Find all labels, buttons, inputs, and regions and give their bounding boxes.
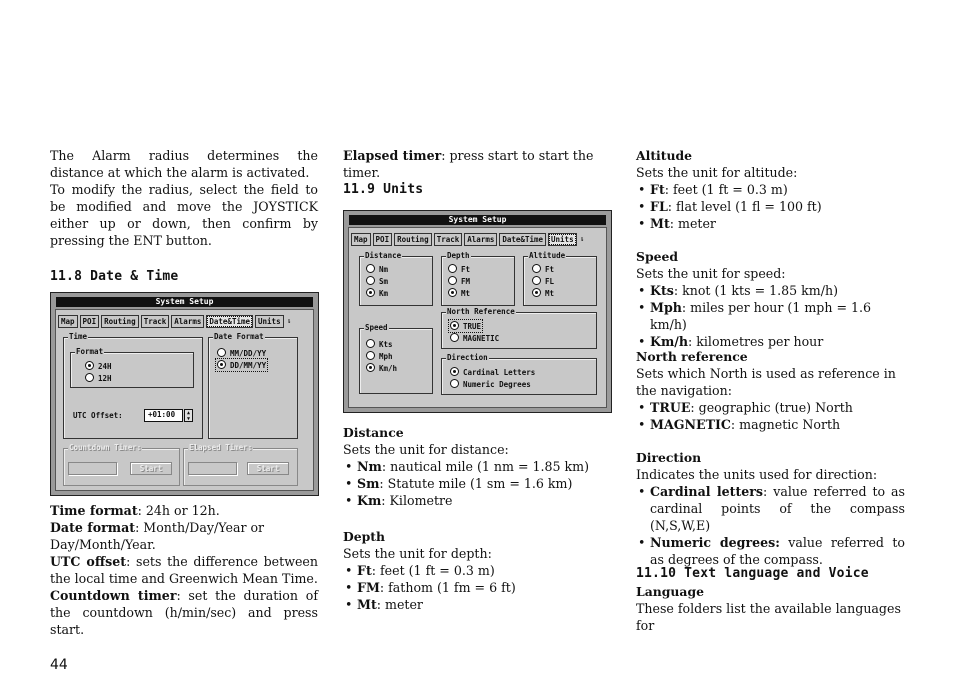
distance-section: [343, 424, 611, 509]
date-format-item: Date format: Month/Day/Year or Day/Month/Year.: [50, 520, 265, 552]
list-item: • FM: fathom (1 fm = 6 ft): [343, 579, 611, 596]
speed-list: [636, 282, 905, 350]
utc-offset-field[interactable]: +01:00: [144, 409, 183, 422]
depth-title: Depth: [343, 529, 386, 544]
tab-units[interactable]: Units: [548, 233, 577, 246]
countdown-timer-field[interactable]: [68, 462, 117, 475]
tab-scroll-icon[interactable]: ⇂: [579, 234, 585, 243]
language-desc: These folders list the available languages for: [636, 601, 901, 633]
section-heading-text-language: 11.10 Text language and Voice: [636, 566, 869, 581]
list-item: • Numeric degrees: value referred to as degrees of the compass.: [636, 534, 905, 568]
north-reference-title: North reference: [636, 349, 748, 364]
altitude-section: [636, 147, 905, 232]
list-item: • MAGNETIC: magnetic North: [636, 416, 905, 433]
section-heading-units: 11.9 Units: [343, 182, 424, 197]
radio-12h-indicator: [85, 373, 94, 382]
depth-group: [441, 251, 515, 306]
elapsed-start-button[interactable]: Start: [247, 462, 289, 475]
list-item: • Mt: meter: [636, 215, 905, 232]
time-format-item: Time format: 24h or 12h.: [50, 503, 220, 518]
radio-altitude-fl[interactable]: FL: [532, 276, 554, 286]
countdown-timer-label: Countdown Timer:: [69, 443, 142, 452]
tab-date-time[interactable]: Date&Time: [499, 233, 546, 246]
radio-nm[interactable]: Nm: [366, 264, 388, 274]
radio-kmh[interactable]: Km/h: [366, 363, 397, 373]
tab-scroll-icon[interactable]: ⇂: [286, 316, 292, 325]
alarm-radius-paragraph: The Alarm radius determines the distance at which the alarm is activated.: [50, 148, 318, 180]
speed-group-label: Speed: [365, 323, 388, 332]
page-number: 44: [50, 657, 68, 673]
distance-title: Distance: [343, 425, 404, 440]
tab-routing[interactable]: Routing: [394, 233, 432, 246]
north-reference-desc: Sets which North is used as reference in the navigation:: [636, 366, 896, 398]
tab-alarms[interactable]: Alarms: [171, 315, 204, 328]
radio-mm-dd-yy-indicator: [217, 348, 226, 357]
speed-title: Speed: [636, 249, 679, 264]
format-group-label: Format: [76, 347, 104, 356]
radio-magnetic[interactable]: MAGNETIC: [450, 333, 499, 343]
utc-offset-spinner-icon[interactable]: ▲ ▼: [184, 409, 193, 422]
distance-list: [343, 458, 611, 509]
radio-cardinal-letters[interactable]: Cardinal Letters: [450, 367, 535, 377]
date-time-dialog-screenshot: [50, 292, 319, 496]
north-reference-section: [636, 348, 905, 433]
radio-24h[interactable]: 24H: [85, 361, 112, 371]
altitude-group: [523, 251, 597, 306]
radio-mm-dd-yy[interactable]: MM/DD/YY: [217, 348, 266, 358]
radio-depth-ft[interactable]: Ft: [448, 264, 470, 274]
dialog-body: [55, 309, 314, 491]
depth-list: [343, 562, 611, 613]
dialog-tab-strip: [58, 315, 311, 327]
list-item: • Km/h: kilometres per hour: [636, 333, 905, 350]
altitude-group-label: Altitude: [529, 251, 566, 260]
direction-list: [636, 483, 905, 568]
countdown-start-button[interactable]: Start: [130, 462, 172, 475]
language-title: Language: [636, 584, 704, 599]
dialog-body: [348, 227, 607, 408]
speed-group: [359, 323, 433, 394]
radio-24h-indicator: [85, 361, 94, 370]
elapsed-timer-group: [183, 443, 298, 486]
radio-altitude-mt[interactable]: Mt: [532, 288, 554, 298]
list-item: • Km: Kilometre: [343, 492, 611, 509]
radio-kts[interactable]: Kts: [366, 339, 393, 349]
tab-poi[interactable]: POI: [80, 315, 100, 328]
tab-routing[interactable]: Routing: [101, 315, 139, 328]
direction-group: [441, 353, 597, 395]
radio-km[interactable]: Km: [366, 288, 388, 298]
dialog-tab-strip: [351, 233, 604, 245]
radio-true[interactable]: TRUE: [450, 321, 481, 331]
utc-offset-item: UTC offset: sets the difference between the local time and Greenwich Mean Time.: [50, 554, 318, 586]
radio-depth-fm[interactable]: FM: [448, 276, 470, 286]
radio-altitude-ft[interactable]: Ft: [532, 264, 554, 274]
elapsed-timer-field[interactable]: [188, 462, 237, 475]
list-item: • Ft: feet (1 ft = 0.3 m): [343, 562, 611, 579]
time-group-label: Time: [69, 332, 88, 341]
radio-depth-mt[interactable]: Mt: [448, 288, 470, 298]
radio-12h[interactable]: 12H: [85, 373, 112, 383]
utc-offset-label: UTC Offset:: [73, 411, 123, 420]
radio-sm[interactable]: Sm: [366, 276, 388, 286]
radio-mph[interactable]: Mph: [366, 351, 393, 361]
countdown-timer-item: Countdown timer: set the duration of the countdown (h/min/sec) and press start.: [50, 588, 318, 637]
date-time-description: [50, 502, 318, 638]
north-reference-list: [636, 399, 905, 433]
depth-desc: Sets the unit for depth:: [343, 546, 492, 561]
date-format-group: [208, 332, 298, 439]
format-group: [70, 347, 194, 388]
depth-group-label: Depth: [447, 251, 470, 260]
altitude-title: Altitude: [636, 148, 693, 163]
list-item: • FL: flat level (1 fl = 100 ft): [636, 198, 905, 215]
modify-radius-paragraph: To modify the radius, select the field to be modified and move the JOYSTICK either up or down, then confirm by pressing the ENT button.: [50, 182, 318, 248]
distance-desc: Sets the unit for distance:: [343, 442, 509, 457]
list-item: • Sm: Statute mile (1 sm = 1.6 km): [343, 475, 611, 492]
list-item: • TRUE: geographic (true) North: [636, 399, 905, 416]
altitude-desc: Sets the unit for altitude:: [636, 165, 798, 180]
list-item: • Kts: knot (1 kts = 1.85 km/h): [636, 282, 905, 299]
radio-numeric-degrees[interactable]: Numeric Degrees: [450, 379, 531, 389]
list-item: • Ft: feet (1 ft = 0.3 m): [636, 181, 905, 198]
distance-group: [359, 251, 433, 306]
column-1: [50, 147, 318, 249]
list-item: • Mt: meter: [343, 596, 611, 613]
section-heading-date-time: 11.8 Date & Time: [50, 269, 179, 284]
tab-track[interactable]: Track: [141, 315, 170, 328]
direction-title: Direction: [636, 450, 702, 465]
speed-section: [636, 248, 905, 350]
radio-dd-mm-yy[interactable]: DD/MM/YY: [217, 360, 266, 370]
list-item: • Nm: nautical mile (1 nm = 1.85 km): [343, 458, 611, 475]
north-reference-group: [441, 307, 597, 349]
direction-section: [636, 449, 905, 568]
time-group: [63, 332, 203, 439]
tab-poi[interactable]: POI: [373, 233, 393, 246]
speed-desc: Sets the unit for speed:: [636, 266, 786, 281]
language-section: [636, 583, 905, 634]
distance-group-label: Distance: [365, 251, 402, 260]
tab-map[interactable]: Map: [351, 233, 371, 246]
tab-alarms[interactable]: Alarms: [464, 233, 497, 246]
units-dialog-screenshot: [343, 210, 612, 413]
depth-section: [343, 528, 611, 613]
date-format-group-label: Date Format: [214, 332, 264, 341]
tab-units[interactable]: Units: [255, 315, 284, 328]
direction-desc: Indicates the units used for direction:: [636, 467, 878, 482]
list-item: • Cardinal letters: value referred to as cardinal points of the compass (N,S,W,E): [636, 483, 905, 534]
altitude-list: [636, 181, 905, 232]
countdown-timer-group: [63, 443, 180, 486]
elapsed-timer-item: Elapsed timer: press start to start the timer.: [343, 148, 594, 180]
north-reference-group-label: North Reference: [447, 307, 515, 316]
tab-date-time[interactable]: Date&Time: [206, 315, 253, 328]
dialog-title-bar: System Setup: [349, 215, 606, 225]
radio-dd-mm-yy-indicator: [217, 360, 226, 369]
dialog-title-bar: System Setup: [56, 297, 313, 307]
list-item: • Mph: miles per hour (1 mph = 1.6 km/h): [636, 299, 905, 333]
elapsed-timer-label: Elapsed Timer:: [189, 443, 253, 452]
direction-group-label: Direction: [447, 353, 488, 362]
tab-map[interactable]: Map: [58, 315, 78, 328]
tab-track[interactable]: Track: [434, 233, 463, 246]
